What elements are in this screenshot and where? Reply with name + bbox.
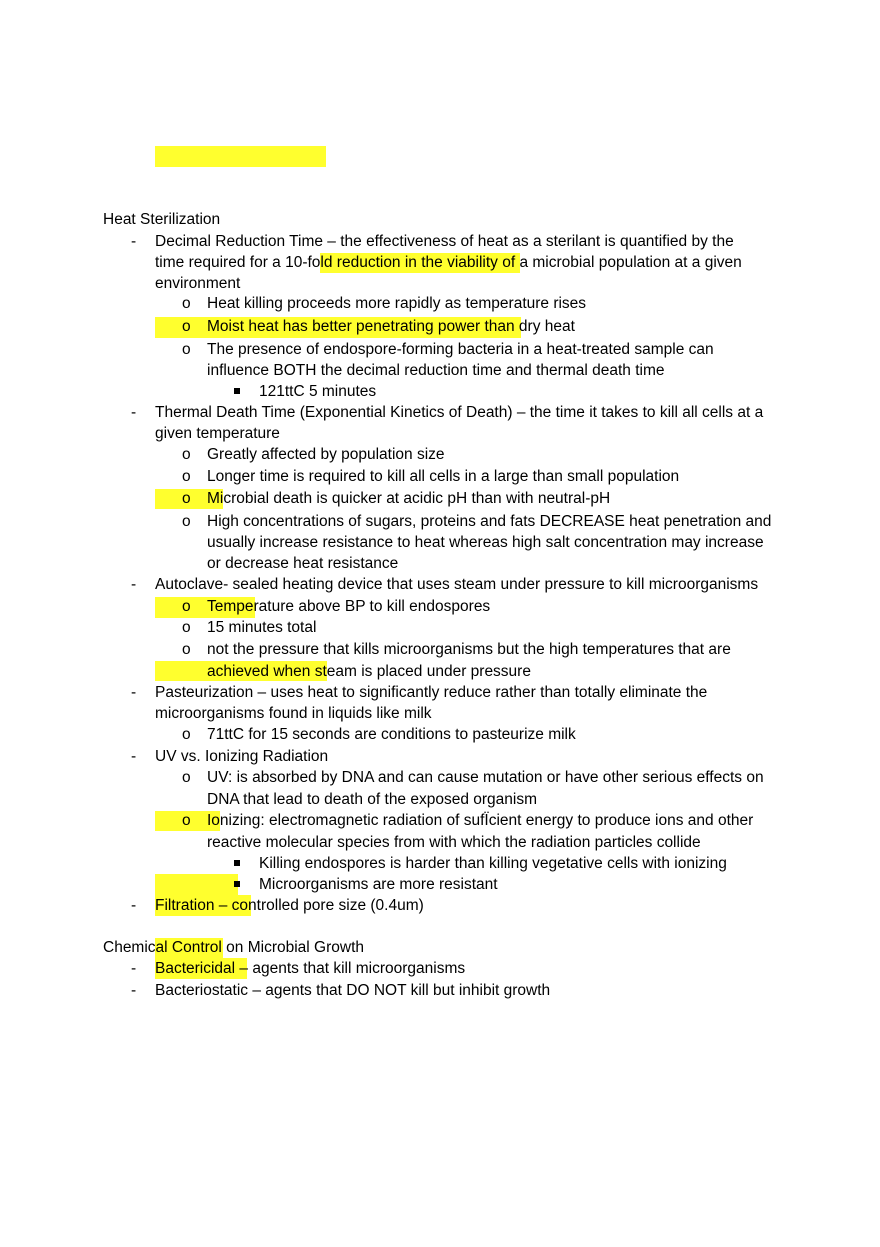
dash-marker: - bbox=[131, 982, 137, 999]
drt-line-1: Decimal Reduction Time – the effectiveness of heat as a sterilant is quantified by the bbox=[155, 233, 734, 250]
uv-sub-1-line-1: UV: is absorbed by DNA and can cause mutation or have other serious effects on bbox=[207, 769, 764, 786]
circle-marker: o bbox=[182, 490, 191, 507]
tdt-line-1: Thermal Death Time (Exponential Kinetics of Death) – the time it takes to kill all cells at a bbox=[155, 404, 764, 421]
drt-sub-2: Moist heat has better penetrating power than dry heat bbox=[207, 318, 575, 335]
section-title-heat-sterilization: Heat Sterilization bbox=[103, 211, 221, 228]
circle-marker: o bbox=[182, 513, 191, 530]
circle-marker: o bbox=[182, 812, 191, 829]
autoclave-sub-1: Temperature above BP to kill endospores bbox=[207, 598, 491, 615]
uv-sub-2-line-1: Ionizing: electromagnetic radiation of sufÏcient energy to produce ions and other bbox=[207, 812, 754, 829]
circle-marker: o bbox=[182, 341, 191, 358]
uv-subsub-2: Microorganisms are more resistant bbox=[259, 876, 498, 893]
autoclave-sub-3-line-1: not the pressure that kills microorganisms but the high temperatures that are bbox=[207, 641, 731, 658]
circle-marker: o bbox=[182, 769, 191, 786]
square-marker bbox=[234, 881, 240, 887]
dash-marker: - bbox=[131, 960, 137, 977]
tdt-line-2: given temperature bbox=[155, 425, 280, 442]
drt-line-2b: ld reduction in the viability bbox=[320, 254, 498, 271]
circle-marker: o bbox=[182, 641, 191, 658]
circle-marker: o bbox=[182, 446, 191, 463]
uv-sub-1-line-2: DNA that lead to death of the exposed organism bbox=[207, 791, 538, 808]
uv-line-1: UV vs. Ionizing Radiation bbox=[155, 748, 329, 765]
bactericidal-line: Bactericidal – agents that kill microorganisms bbox=[155, 960, 466, 977]
pasteurization-sub-1: 71ttC for 15 seconds are conditions to pasteurize milk bbox=[207, 726, 576, 743]
uv-sub-2-line-2: reactive molecular species from with which the radiation particles collide bbox=[207, 834, 701, 851]
bacteriostatic-line: Bacteriostatic – agents that DO NOT kill but inhibit growth bbox=[155, 982, 551, 999]
square-marker bbox=[234, 388, 240, 394]
dash-marker: - bbox=[131, 748, 137, 765]
circle-marker: o bbox=[182, 619, 191, 636]
filtration-line-1: Filtration – controlled pore size (0.4um) bbox=[155, 897, 424, 914]
dash-marker: - bbox=[131, 233, 137, 250]
drt-subsub-1: 121ttC 5 minutes bbox=[259, 383, 377, 400]
tdt-sub-4-line-2: usually increase resistance to heat whereas high salt concentration may increase bbox=[207, 534, 764, 551]
tdt-sub-3: Microbial death is quicker at acidic pH than with neutral-pH bbox=[207, 490, 611, 507]
pasteurization-line-2: microorganisms found in liquids like milk bbox=[155, 705, 432, 722]
highlight-top-empty bbox=[155, 146, 326, 167]
drt-sub-3-line-1: The presence of endospore-forming bacteria in a heat-treated sample can bbox=[207, 341, 714, 358]
circle-marker: o bbox=[182, 468, 191, 485]
tdt-sub-4-line-1: High concentrations of sugars, proteins and fats DECREASE heat penetration and bbox=[207, 513, 772, 530]
square-marker bbox=[234, 860, 240, 866]
circle-marker: o bbox=[182, 726, 191, 743]
autoclave-sub-3-line-2: achieved when steam is placed under pressure bbox=[207, 663, 531, 680]
dash-marker: - bbox=[131, 576, 137, 593]
drt-line-3: environment bbox=[155, 275, 241, 292]
dash-marker: - bbox=[131, 404, 137, 421]
drt-line-2 bbox=[155, 253, 742, 273]
pasteurization-line-1: Pasteurization – uses heat to significantly reduce rather than totally eliminate the bbox=[155, 684, 708, 701]
autoclave-line-1: Autoclave- sealed heating device that uses steam under pressure to kill microorganisms bbox=[155, 576, 759, 593]
circle-marker: o bbox=[182, 318, 191, 335]
drt-line-2c: of a microbial population at a given bbox=[497, 254, 742, 271]
highlight-microorganisms-resistant bbox=[155, 874, 238, 895]
uv-subsub-1: Killing endospores is harder than killing vegetative cells with ionizing bbox=[259, 855, 727, 872]
section-title-chemical-control: Chemical Control on Microbial Growth bbox=[103, 939, 365, 956]
drt-line-2a: time required for a 10-fo bbox=[155, 254, 321, 271]
drt-sub-3-line-2: influence BOTH the decimal reduction time and thermal death time bbox=[207, 362, 665, 379]
tdt-sub-2: Longer time is required to kill all cells in a large than small population bbox=[207, 468, 680, 485]
tdt-sub-1: Greatly affected by population size bbox=[207, 446, 445, 463]
autoclave-sub-2: 15 minutes total bbox=[207, 619, 317, 636]
dash-marker: - bbox=[131, 897, 137, 914]
circle-marker: o bbox=[182, 598, 191, 615]
tdt-sub-4-line-3: or decrease heat resistance bbox=[207, 555, 399, 572]
drt-sub-1: Heat killing proceeds more rapidly as temperature rises bbox=[207, 295, 587, 312]
circle-marker: o bbox=[182, 295, 191, 312]
dash-marker: - bbox=[131, 684, 137, 701]
